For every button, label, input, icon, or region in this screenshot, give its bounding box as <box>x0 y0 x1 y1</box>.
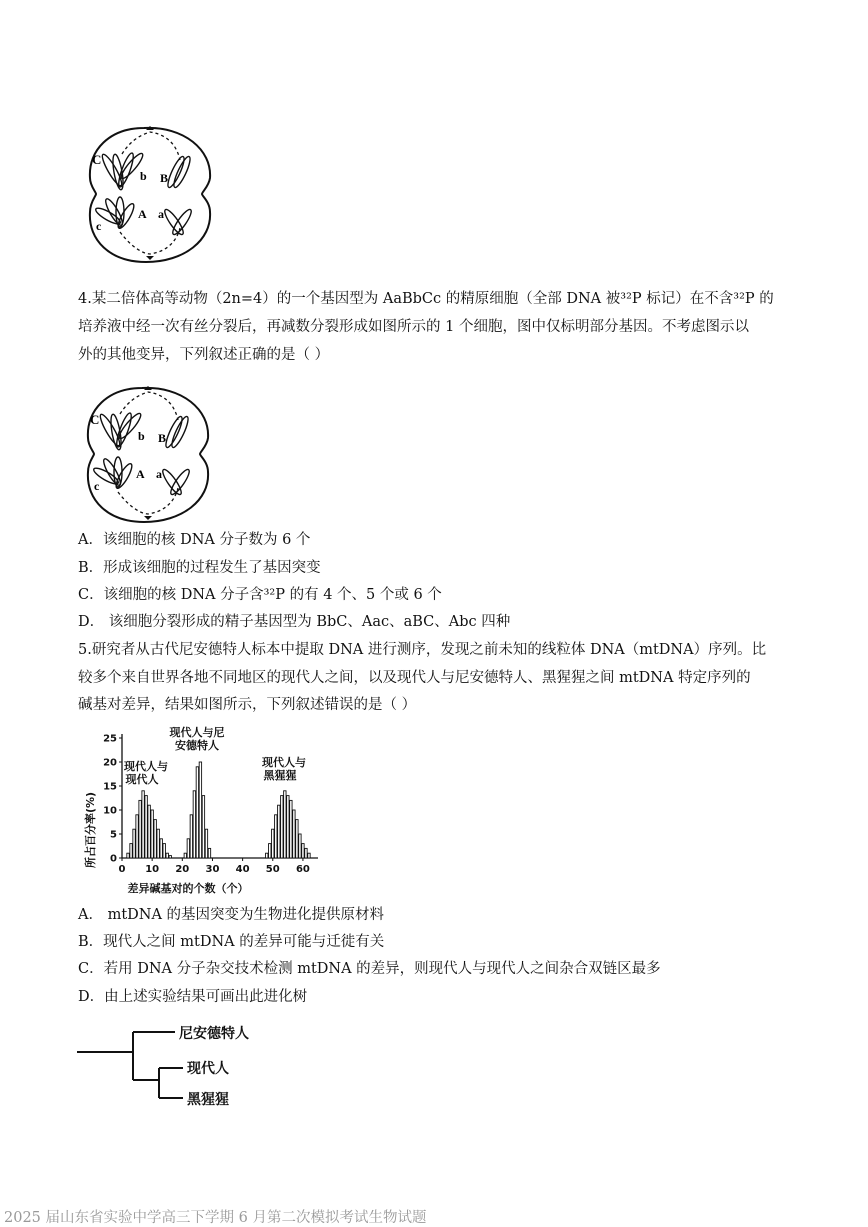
histogram-bar <box>166 853 168 858</box>
x-tick-label: 20 <box>175 864 190 875</box>
page-footer: 2025 届山东省实验中学高三下学期 6 月第二次模拟考试生物试题 <box>4 1210 427 1226</box>
annotation-modern-neanderthal: 现代人与尼安德特人 <box>169 726 225 752</box>
histogram-bar <box>302 844 304 858</box>
mtdna-difference-histogram <box>80 722 325 898</box>
histogram-bar <box>281 796 283 858</box>
gene-label-c: c <box>96 219 102 233</box>
histogram-bar <box>136 815 138 858</box>
y-tick-label: 15 <box>103 781 117 793</box>
histogram-bar <box>275 815 277 858</box>
cell-membrane <box>88 388 208 522</box>
question5-line3: 碱基对差异，结果如图所示，下列叙述错误的是（ ） <box>78 697 417 713</box>
question4-option-d: D． 该细胞分裂形成的精子基因型为 BbC、Aac、aBC、Abc 四种 <box>78 614 511 630</box>
question4-line3: 外的其他变异，下列叙述正确的是（ ） <box>78 347 330 363</box>
taxon-neanderthal: 尼安德特人 <box>179 1026 249 1042</box>
taxon-chimpanzee: 黑猩猩 <box>187 1092 229 1108</box>
histogram-bar <box>133 829 135 858</box>
question5-line1: 5.研究者从古代尼安德特人标本中提取 DNA 进行测序，发现之前未知的线粒体 DNA（mtDNA）序列。比 <box>78 642 767 658</box>
x-tick-label: 60 <box>295 864 310 875</box>
gene-label-A: A <box>136 467 145 481</box>
question4-option-b: B．形成该细胞的过程发生了基因突变 <box>78 560 321 576</box>
x-tick-label: 30 <box>205 864 220 875</box>
spindle-bottom <box>120 228 180 254</box>
histogram-bar <box>266 853 268 858</box>
spindle-pole-bottom <box>146 256 154 260</box>
histogram-bar <box>193 791 195 858</box>
question4-line2: 培养液中经一次有丝分裂后，再减数分裂形成如图所示的 1 个细胞，图中仅标明部分基因。不考虑图示以 <box>78 319 749 335</box>
chromosome-upper-right <box>163 415 191 449</box>
cell-division-figure-top <box>84 120 219 268</box>
chromosome-lower-right <box>160 467 192 496</box>
gene-label-A: A <box>138 207 147 221</box>
taxon-modern-human: 现代人 <box>187 1061 229 1077</box>
question4-line1: 4.某二倍体高等动物（2n=4）的一个基因型为 AaBbCc 的精原细胞（全部 DNA 被³²P 标记）在不含³²P 的 <box>78 291 774 307</box>
y-tick-label: 10 <box>103 805 117 817</box>
histogram-bar <box>305 848 307 858</box>
x-tick-label: 50 <box>265 864 280 875</box>
x-axis-label: 差异碱基对的个数（个） <box>127 882 249 895</box>
gene-label-a: a <box>158 207 164 221</box>
gene-label-c: c <box>94 479 100 493</box>
histogram-bar <box>184 853 186 858</box>
histogram-bar <box>139 800 141 858</box>
histogram-bar <box>190 815 192 858</box>
histogram-bar <box>272 829 274 858</box>
histogram-bar <box>187 839 189 858</box>
histogram-bar <box>151 810 153 858</box>
histogram-bar <box>169 856 171 858</box>
chromosome-upper-right <box>165 155 193 189</box>
histogram-bar <box>160 839 162 858</box>
cell-division-figure <box>82 380 217 528</box>
histogram-bar <box>290 800 292 858</box>
cell-membrane <box>90 128 210 262</box>
chromosome-cluster-upper-left <box>100 151 146 190</box>
histogram-bar <box>130 844 132 858</box>
histogram-bar <box>299 834 301 858</box>
y-tick-label: 25 <box>103 733 117 745</box>
histogram-bar <box>287 796 289 858</box>
spindle-top <box>122 132 180 160</box>
gene-label-b: b <box>138 429 145 443</box>
gene-label-a: a <box>156 467 162 481</box>
y-tick-label: 0 <box>110 853 117 865</box>
spindle-bottom <box>118 488 178 514</box>
chromosome-cluster-upper-left <box>98 411 144 450</box>
histogram-bar <box>269 844 271 858</box>
histogram-bar <box>199 762 201 858</box>
histogram-bar <box>208 848 210 858</box>
histogram-bar <box>148 805 150 858</box>
question5-line2: 较多个来自世界各地不同地区的现代人之间，以及现代人与尼安德特人、黑猩猩之间 mtDNA 特定序列的 <box>78 670 751 686</box>
gene-label-C: C <box>92 152 102 167</box>
annotation-modern-chimp: 现代人与黑猩猩 <box>262 756 306 782</box>
histogram-bar <box>278 805 280 858</box>
question4-option-c: C．该细胞的核 DNA 分子含³²P 的有 4 个、5 个或 6 个 <box>78 587 442 603</box>
histogram-bar <box>202 796 204 858</box>
question5-option-a: A． mtDNA 的基因突变为生物进化提供原材料 <box>78 907 385 923</box>
gene-label-B: B <box>160 171 169 185</box>
histogram-bar <box>163 844 165 858</box>
histogram-bar <box>154 820 156 858</box>
spindle-top <box>120 392 178 420</box>
x-tick-label: 40 <box>235 864 250 875</box>
y-axis-label: 所占百分率(%) <box>84 791 97 869</box>
histogram-bar <box>145 796 147 858</box>
evolution-tree <box>75 1018 275 1118</box>
histogram-bar <box>142 791 144 858</box>
x-tick-label: 10 <box>145 864 160 875</box>
histogram-bar <box>308 853 310 858</box>
histogram-bar <box>293 810 295 858</box>
y-tick-label: 20 <box>103 757 117 769</box>
histogram-bar <box>284 791 286 858</box>
histogram-bar <box>157 829 159 858</box>
x-tick-label: 0 <box>118 864 126 875</box>
question4-option-a: A．该细胞的核 DNA 分子数为 6 个 <box>78 532 311 548</box>
spindle-pole-bottom <box>144 516 152 520</box>
gene-label-b: b <box>140 169 147 183</box>
question5-option-b: B．现代人之间 mtDNA 的差异可能与迁徙有关 <box>78 934 385 950</box>
y-tick-label: 5 <box>110 829 117 841</box>
question5-option-d: D．由上述实验结果可画出此进化树 <box>78 989 308 1005</box>
annotation-modern-modern: 现代人与现代人 <box>124 760 168 786</box>
histogram-bar <box>127 853 129 858</box>
chromosome-lower-right <box>162 207 194 236</box>
histogram-bar <box>296 820 298 858</box>
histogram-bar <box>196 767 198 858</box>
gene-label-C: C <box>90 412 100 427</box>
histogram-bar <box>205 829 207 858</box>
tree-branches <box>77 1032 183 1098</box>
gene-label-B: B <box>158 431 167 445</box>
question5-option-c: C．若用 DNA 分子杂交技术检测 mtDNA 的差异，则现代人与现代人之间杂合双链区最多 <box>78 961 661 977</box>
